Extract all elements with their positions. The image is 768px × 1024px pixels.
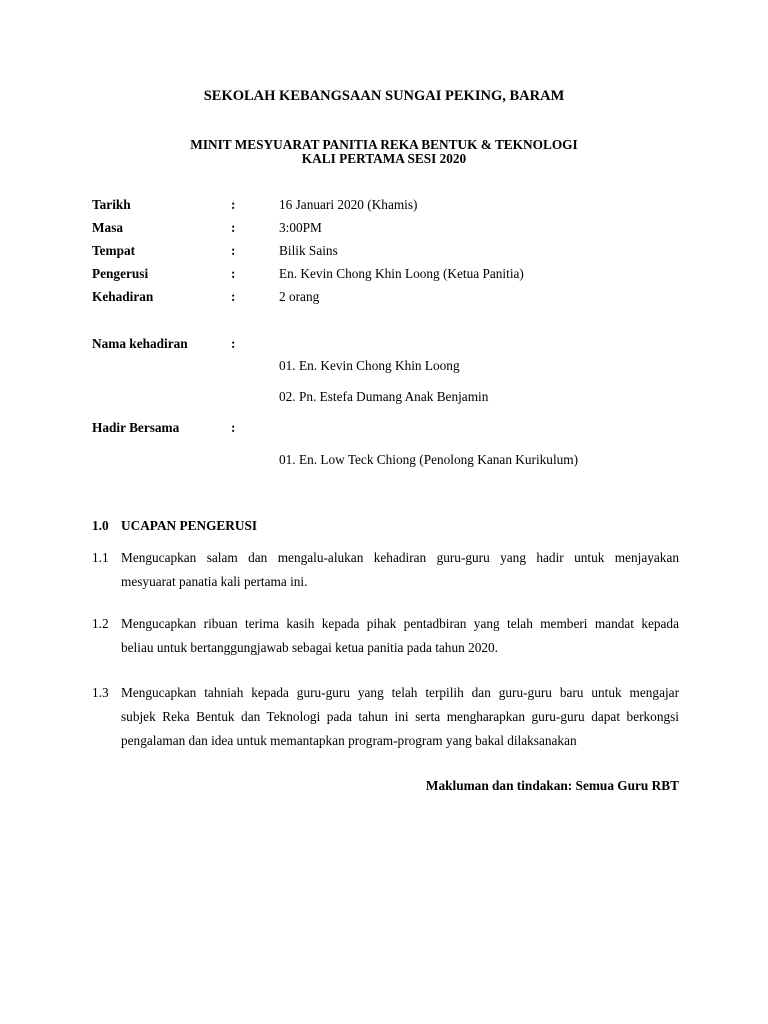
- present-with-label: Hadir Bersama: [92, 420, 180, 435]
- detail-colon: :: [231, 289, 236, 304]
- attendees-label: Nama kehadiran: [92, 336, 188, 351]
- item-number: 1.2: [92, 616, 109, 631]
- detail-value-kehadiran: 2 orang: [279, 289, 320, 304]
- detail-label-tarikh: Tarikh: [92, 197, 131, 212]
- school-name: SEKOLAH KEBANGSAAN SUNGAI PEKING, BARAM: [203, 88, 565, 104]
- item-line: beliau untuk bertanggungjawab sebagai ketua panitia pada tahun 2020.: [121, 640, 498, 655]
- title-line-2: KALI PERTAMA SESI 2020: [301, 151, 467, 166]
- item-line: Mengucapkan salam dan mengalu-alukan kehadiran guru-guru yang hadir untuk menjayakan: [121, 550, 679, 565]
- section-title: UCAPAN PENGERUSI: [121, 518, 258, 533]
- attendees-colon: :: [231, 336, 236, 351]
- present-with-item: 01. En. Low Teck Chiong (Penolong Kanan Kurikulum): [279, 452, 579, 467]
- detail-value-tempat: Bilik Sains: [279, 243, 338, 258]
- item-line: Mengucapkan tahniah kepada guru-guru yang telah terpilih dan guru-guru baru untuk mengajar: [121, 685, 679, 700]
- detail-label-kehadiran: Kehadiran: [92, 289, 154, 304]
- action-note: Makluman dan tindakan: Semua Guru RBT: [425, 778, 679, 793]
- detail-colon: :: [231, 220, 236, 235]
- detail-value-tarikh: 16 Januari 2020 (Khamis): [279, 197, 418, 212]
- detail-colon: :: [231, 243, 236, 258]
- item-number: 1.3: [92, 685, 109, 700]
- present-with-colon: :: [231, 420, 236, 435]
- detail-label-masa: Masa: [92, 220, 124, 235]
- detail-value-masa: 3:00PM: [279, 220, 322, 235]
- detail-value-pengerusi: En. Kevin Chong Khin Loong (Ketua Panitia): [279, 266, 524, 281]
- detail-label-tempat: Tempat: [92, 243, 136, 258]
- attendee-item: 01. En. Kevin Chong Khin Loong: [279, 358, 460, 373]
- detail-colon: :: [231, 266, 236, 281]
- section-number: 1.0: [92, 518, 109, 533]
- item-line: pengalaman dan idea untuk memantapkan program-program yang bakal dilaksanakan: [121, 733, 577, 748]
- item-line: mesyuarat panatia kali pertama ini.: [121, 574, 308, 589]
- item-line: subjek Reka Bentuk dan Teknologi pada tahun ini serta mengharapkan guru-guru dapat berkongsi: [121, 709, 679, 724]
- item-line: Mengucapkan ribuan terima kasih kepada pihak pentadbiran yang telah memberi mandat kepada: [121, 616, 679, 631]
- detail-colon: :: [231, 197, 236, 212]
- title-line-1: MINIT MESYUARAT PANITIA REKA BENTUK & TEKNOLOGI: [190, 137, 578, 152]
- detail-label-pengerusi: Pengerusi: [92, 266, 149, 281]
- item-number: 1.1: [92, 550, 109, 565]
- attendee-item: 02. Pn. Estefa Dumang Anak Benjamin: [279, 389, 489, 404]
